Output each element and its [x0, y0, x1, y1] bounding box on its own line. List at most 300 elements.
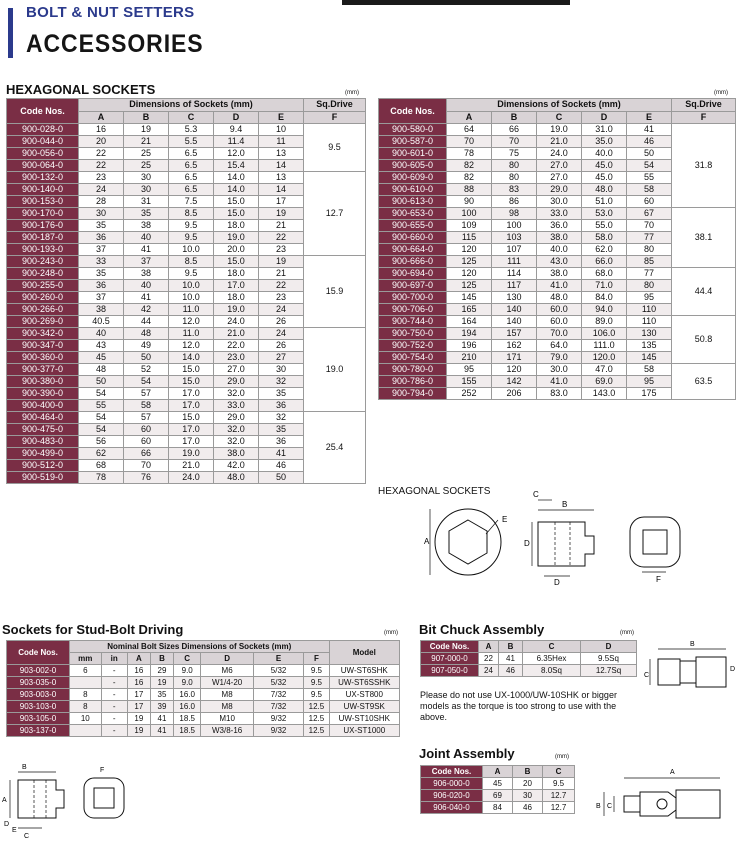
value-cell: 58.0 [582, 232, 627, 244]
dim-leader-e [486, 520, 498, 534]
label-e: E [502, 515, 508, 524]
value-cell: 35 [259, 388, 304, 400]
value-cell: 46 [499, 665, 523, 677]
table-row [7, 256, 366, 268]
value-cell: 89.0 [582, 316, 627, 328]
col-e: E [259, 111, 304, 124]
col-a: A [79, 111, 124, 124]
value-cell: 16 [127, 677, 150, 689]
stud-socket-diagram [2, 760, 152, 846]
value-cell: 130 [627, 328, 672, 340]
value-cell: 17 [127, 689, 150, 701]
value-cell: 18.0 [214, 292, 259, 304]
code-cell: 906-020-0 [421, 790, 483, 802]
value-cell: 33.0 [537, 208, 582, 220]
value-cell: 38.0 [537, 268, 582, 280]
value-cell: 35.0 [582, 136, 627, 148]
value-cell: 10 [70, 713, 102, 725]
drive-cell: 31.8 [672, 124, 736, 208]
value-cell: 103 [492, 232, 537, 244]
value-cell: 15.0 [214, 208, 259, 220]
value-cell: 30 [124, 184, 169, 196]
label-f: F [656, 575, 661, 584]
value-cell: 82 [447, 172, 492, 184]
value-cell: 19 [127, 725, 150, 737]
value-cell: 64 [447, 124, 492, 136]
value-cell: 14.0 [214, 172, 259, 184]
value-cell: 9.0 [174, 677, 201, 689]
value-cell: 76 [124, 472, 169, 484]
value-cell: 48 [79, 364, 124, 376]
value-cell: 82 [447, 160, 492, 172]
code-cell: 903-137-0 [7, 725, 70, 737]
value-cell: 26 [259, 316, 304, 328]
value-cell: 12.5 [304, 713, 329, 725]
table-row [421, 665, 637, 677]
code-cell: 900-380-0 [7, 376, 79, 388]
value-cell: 22 [79, 148, 124, 160]
value-cell: 120.0 [582, 352, 627, 364]
value-cell: 100 [492, 220, 537, 232]
drive-cell: 44.4 [672, 268, 736, 316]
value-cell: 50 [79, 376, 124, 388]
value-cell: 50 [259, 472, 304, 484]
col-b: B [124, 111, 169, 124]
value-cell: 24.0 [537, 148, 582, 160]
value-cell: UX-ST1000 [329, 725, 399, 737]
code-cell: 900-044-0 [7, 136, 79, 148]
value-cell: 155 [447, 376, 492, 388]
value-cell: M10 [201, 713, 254, 725]
col-e: E [627, 111, 672, 124]
label-d: D [4, 821, 10, 828]
code-cell: 900-580-0 [379, 124, 447, 136]
col-f: F [304, 653, 329, 665]
value-cell: 40 [79, 328, 124, 340]
value-cell: 19 [259, 256, 304, 268]
code-cell: 900-377-0 [7, 364, 79, 376]
value-cell: 58 [124, 400, 169, 412]
value-cell: 9.5 [543, 778, 575, 790]
label-c: C [533, 490, 539, 499]
value-cell: 49 [124, 340, 169, 352]
value-cell: 130 [492, 292, 537, 304]
value-cell: 19.0 [214, 304, 259, 316]
code-cell: 900-694-0 [379, 268, 447, 280]
value-cell: 6.35Hex [523, 653, 581, 665]
value-cell: 30 [124, 172, 169, 184]
value-cell: 17 [259, 196, 304, 208]
stud-socket-body [18, 780, 64, 818]
value-cell: 86 [492, 196, 537, 208]
value-cell: UW-ST10SHK [329, 713, 399, 725]
value-cell: - [101, 689, 127, 701]
value-cell: 9.5Sq [581, 653, 637, 665]
value-cell: 50 [124, 352, 169, 364]
table-row [7, 328, 366, 340]
value-cell: W3/8-16 [201, 725, 254, 737]
value-cell: 54 [124, 376, 169, 388]
code-cell: 900-153-0 [7, 196, 79, 208]
value-cell: 80 [492, 172, 537, 184]
value-cell: 210 [447, 352, 492, 364]
value-cell: 80 [627, 244, 672, 256]
code-cell: 900-266-0 [7, 304, 79, 316]
value-cell: 32.0 [214, 388, 259, 400]
code-cell: 900-360-0 [7, 352, 79, 364]
value-cell: 33 [79, 256, 124, 268]
value-cell: 23 [259, 292, 304, 304]
code-cell: 900-187-0 [7, 232, 79, 244]
hex-socket-diagram [420, 484, 740, 594]
value-cell: 252 [447, 388, 492, 400]
value-cell: 15.0 [169, 376, 214, 388]
value-cell: 23 [259, 244, 304, 256]
value-cell: 27.0 [537, 160, 582, 172]
drive-header: Sq.Drive [672, 99, 736, 112]
value-cell: 79.0 [537, 352, 582, 364]
hex-table-right [378, 98, 736, 400]
socket-end-outer-circle [435, 509, 501, 575]
value-cell: 38.0 [214, 448, 259, 460]
value-cell: 145 [627, 352, 672, 364]
value-cell: 24 [259, 328, 304, 340]
value-cell: 47.0 [582, 364, 627, 376]
col-c: C [543, 766, 575, 778]
value-cell: 111.0 [582, 340, 627, 352]
value-cell: 110 [627, 304, 672, 316]
value-cell: 35 [79, 268, 124, 280]
code-cell: 900-248-0 [7, 268, 79, 280]
value-cell: UX-ST800 [329, 689, 399, 701]
value-cell: 41 [150, 713, 173, 725]
joint-section-title: Joint Assembly [419, 746, 515, 761]
value-cell: 56 [79, 436, 124, 448]
hex-table-left [6, 98, 366, 484]
value-cell: 70 [627, 220, 672, 232]
label-e: E [12, 827, 17, 834]
value-cell: 140 [492, 316, 537, 328]
bit-chuck-body [696, 657, 726, 687]
label-b: B [596, 803, 601, 810]
value-cell: 71.0 [582, 280, 627, 292]
value-cell: 8.5 [169, 256, 214, 268]
value-cell: 27.0 [537, 172, 582, 184]
col-b: B [150, 653, 173, 665]
value-cell: 20 [513, 778, 543, 790]
value-cell: 15.0 [214, 196, 259, 208]
table-row [7, 124, 366, 136]
hex-opening [449, 520, 487, 564]
value-cell: 106.0 [582, 328, 627, 340]
bit-hex-end [658, 659, 680, 685]
code-cell: 900-786-0 [379, 376, 447, 388]
label-a: A [2, 797, 7, 804]
value-cell: 57 [124, 388, 169, 400]
value-cell: 12.7 [543, 802, 575, 814]
value-cell: 10.0 [169, 280, 214, 292]
category-label: BOLT & NUT SETTERS [26, 4, 195, 21]
value-cell: 66 [492, 124, 537, 136]
value-cell: 196 [447, 340, 492, 352]
value-cell: 19.0 [214, 232, 259, 244]
code-cell: 900-132-0 [7, 172, 79, 184]
code-cell: 906-000-0 [421, 778, 483, 790]
col-mm: mm [70, 653, 102, 665]
value-cell: 24.0 [214, 316, 259, 328]
value-cell: 40.5 [79, 316, 124, 328]
value-cell: 8 [70, 701, 102, 713]
value-cell: 70 [492, 136, 537, 148]
stud-section-title: Sockets for Stud-Bolt Driving [2, 622, 184, 637]
value-cell: 36.0 [537, 220, 582, 232]
value-cell: 52 [124, 364, 169, 376]
table-row [421, 778, 575, 790]
value-cell: 117 [492, 280, 537, 292]
code-cell: 900-697-0 [379, 280, 447, 292]
value-cell: 5/32 [253, 665, 303, 677]
code-cell: 903-003-0 [7, 689, 70, 701]
value-cell: 37 [79, 244, 124, 256]
value-cell: 15.0 [169, 364, 214, 376]
code-header: Code Nos. [421, 766, 483, 778]
value-cell: 45.0 [582, 172, 627, 184]
value-cell: 194 [447, 328, 492, 340]
value-cell: 24 [479, 665, 499, 677]
col-f: F [672, 111, 736, 124]
value-cell: 94.0 [582, 304, 627, 316]
code-cell: 900-499-0 [7, 448, 79, 460]
value-cell: 114 [492, 268, 537, 280]
value-cell: 53.0 [582, 208, 627, 220]
label-c: C [607, 803, 613, 810]
value-cell: 9.5 [169, 232, 214, 244]
value-cell: 16 [127, 665, 150, 677]
code-cell: 900-260-0 [7, 292, 79, 304]
value-cell: 35 [259, 424, 304, 436]
value-cell: 12.0 [169, 316, 214, 328]
value-cell: 54 [79, 412, 124, 424]
value-cell: 84.0 [582, 292, 627, 304]
value-cell: 12.7 [543, 790, 575, 802]
value-cell: 55.0 [582, 220, 627, 232]
value-cell: 111 [492, 256, 537, 268]
value-cell: 48 [124, 328, 169, 340]
table-row [7, 677, 400, 689]
value-cell: 45.0 [582, 160, 627, 172]
value-cell: 12.7Sq [581, 665, 637, 677]
value-cell: 17.0 [169, 424, 214, 436]
code-cell: 900-660-0 [379, 232, 447, 244]
bit-note: Please do not use UX-1000/UW-10SHK or bigger models as the torque is too strong to use with the above. [420, 690, 617, 722]
code-cell: 900-752-0 [379, 340, 447, 352]
value-cell: 48.0 [582, 184, 627, 196]
col-c: C [169, 111, 214, 124]
stud-square-hole [94, 788, 114, 808]
value-cell: 66.0 [582, 256, 627, 268]
value-cell: 17.0 [214, 280, 259, 292]
group-header: Nominal Bolt Sizes Dimensions of Sockets (mm) [70, 641, 330, 653]
value-cell: 18.5 [174, 713, 201, 725]
value-cell: 46 [513, 802, 543, 814]
stud-table [6, 640, 400, 737]
col-b: B [499, 641, 523, 653]
value-cell: 7/32 [253, 689, 303, 701]
value-cell: 206 [492, 388, 537, 400]
value-cell: 9.5 [169, 220, 214, 232]
code-cell: 900-613-0 [379, 196, 447, 208]
code-cell: 907-000-0 [421, 653, 479, 665]
hex-diagram-label: HEXAGONAL SOCKETS [378, 486, 491, 497]
value-cell: 7/32 [253, 701, 303, 713]
value-cell: 31 [124, 196, 169, 208]
value-cell: 22 [79, 160, 124, 172]
value-cell: 109 [447, 220, 492, 232]
drive-cell: 63.5 [672, 364, 736, 400]
value-cell: 43 [79, 340, 124, 352]
value-cell: 33.0 [214, 400, 259, 412]
value-cell: 75 [492, 148, 537, 160]
accent-bar [8, 8, 13, 58]
value-cell: UW-ST6SHK [329, 665, 399, 677]
value-cell: 9/32 [253, 725, 303, 737]
value-cell: 80 [492, 160, 537, 172]
value-cell: 62.0 [582, 244, 627, 256]
code-cell: 900-609-0 [379, 172, 447, 184]
value-cell: 46 [259, 460, 304, 472]
value-cell: 83.0 [537, 388, 582, 400]
value-cell: 19 [127, 713, 150, 725]
col-in: in [101, 653, 127, 665]
value-cell: 29.0 [214, 412, 259, 424]
value-cell: 15.0 [169, 412, 214, 424]
value-cell: 25 [124, 148, 169, 160]
bit-section-title: Bit Chuck Assembly [419, 622, 545, 637]
value-cell: 95 [627, 376, 672, 388]
value-cell: 165 [447, 304, 492, 316]
code-cell: 900-028-0 [7, 124, 79, 136]
col-f: F [304, 111, 366, 124]
col-a: A [483, 766, 513, 778]
hex-unit-left: (mm) [345, 90, 359, 96]
value-cell: 45 [483, 778, 513, 790]
value-cell: 19 [124, 124, 169, 136]
value-cell: 7.5 [169, 196, 214, 208]
value-cell: 13 [259, 172, 304, 184]
value-cell: 78 [79, 472, 124, 484]
value-cell: 18.5 [174, 725, 201, 737]
value-cell: 60 [627, 196, 672, 208]
label-c: C [644, 672, 650, 679]
value-cell: 8 [70, 689, 102, 701]
col-a: A [447, 111, 492, 124]
code-cell: 900-056-0 [7, 148, 79, 160]
value-cell: 40.0 [582, 148, 627, 160]
value-cell: 77 [627, 268, 672, 280]
value-cell: 25 [124, 160, 169, 172]
value-cell: 8.5 [169, 208, 214, 220]
value-cell: 23.0 [214, 352, 259, 364]
value-cell: 55 [79, 400, 124, 412]
value-cell: 54 [79, 424, 124, 436]
value-cell: 80 [627, 280, 672, 292]
value-cell [70, 725, 102, 737]
label-d: D [554, 578, 560, 587]
stud-drive-end [84, 778, 124, 818]
value-cell: 30 [259, 364, 304, 376]
value-cell: 135 [627, 340, 672, 352]
col-d: D [201, 653, 254, 665]
joint-drive [624, 796, 640, 812]
value-cell: 9.5 [304, 677, 329, 689]
label-f: F [100, 767, 105, 774]
code-cell: 903-002-0 [7, 665, 70, 677]
value-cell: 62 [79, 448, 124, 460]
code-cell: 900-193-0 [7, 244, 79, 256]
value-cell: 57 [124, 412, 169, 424]
code-cell: 900-664-0 [379, 244, 447, 256]
table-row [421, 802, 575, 814]
value-cell: 30.0 [537, 364, 582, 376]
value-cell: 30 [513, 790, 543, 802]
bit-unit: (mm) [620, 630, 634, 636]
code-cell: 903-103-0 [7, 701, 70, 713]
value-cell: 30.0 [537, 196, 582, 208]
value-cell: 41 [124, 244, 169, 256]
code-cell: 900-519-0 [7, 472, 79, 484]
code-cell: 900-744-0 [379, 316, 447, 328]
value-cell: 70 [124, 460, 169, 472]
value-cell: - [101, 665, 127, 677]
code-cell: 900-605-0 [379, 160, 447, 172]
value-cell: 100 [447, 208, 492, 220]
value-cell: 6.5 [169, 160, 214, 172]
code-cell: 900-390-0 [7, 388, 79, 400]
stud-unit: (mm) [384, 630, 398, 636]
value-cell: 10.0 [169, 244, 214, 256]
code-cell: 900-666-0 [379, 256, 447, 268]
value-cell: 84 [483, 802, 513, 814]
value-cell: M8 [201, 689, 254, 701]
value-cell: 42 [124, 304, 169, 316]
code-cell: 900-170-0 [7, 208, 79, 220]
value-cell: 27.0 [214, 364, 259, 376]
value-cell: 98 [492, 208, 537, 220]
value-cell: 24 [79, 184, 124, 196]
value-cell: 90 [447, 196, 492, 208]
value-cell: 17.0 [169, 436, 214, 448]
value-cell: 175 [627, 388, 672, 400]
value-cell: 31.0 [582, 124, 627, 136]
value-cell: 29.0 [537, 184, 582, 196]
value-cell: 32.0 [214, 436, 259, 448]
value-cell: 22 [479, 653, 499, 665]
value-cell: 41 [499, 653, 523, 665]
value-cell: 36 [79, 232, 124, 244]
value-cell: 30 [79, 208, 124, 220]
value-cell: 6 [70, 665, 102, 677]
value-cell: 12.5 [304, 701, 329, 713]
bit-chuck-diagram [644, 637, 738, 697]
value-cell: 11.0 [169, 304, 214, 316]
table-row [7, 725, 400, 737]
col-c: C [174, 653, 201, 665]
value-cell: 24 [259, 304, 304, 316]
value-cell: 88 [447, 184, 492, 196]
value-cell: - [101, 713, 127, 725]
dims-header: Dimensions of Sockets (mm) [447, 99, 672, 112]
socket-side-body [538, 522, 594, 566]
